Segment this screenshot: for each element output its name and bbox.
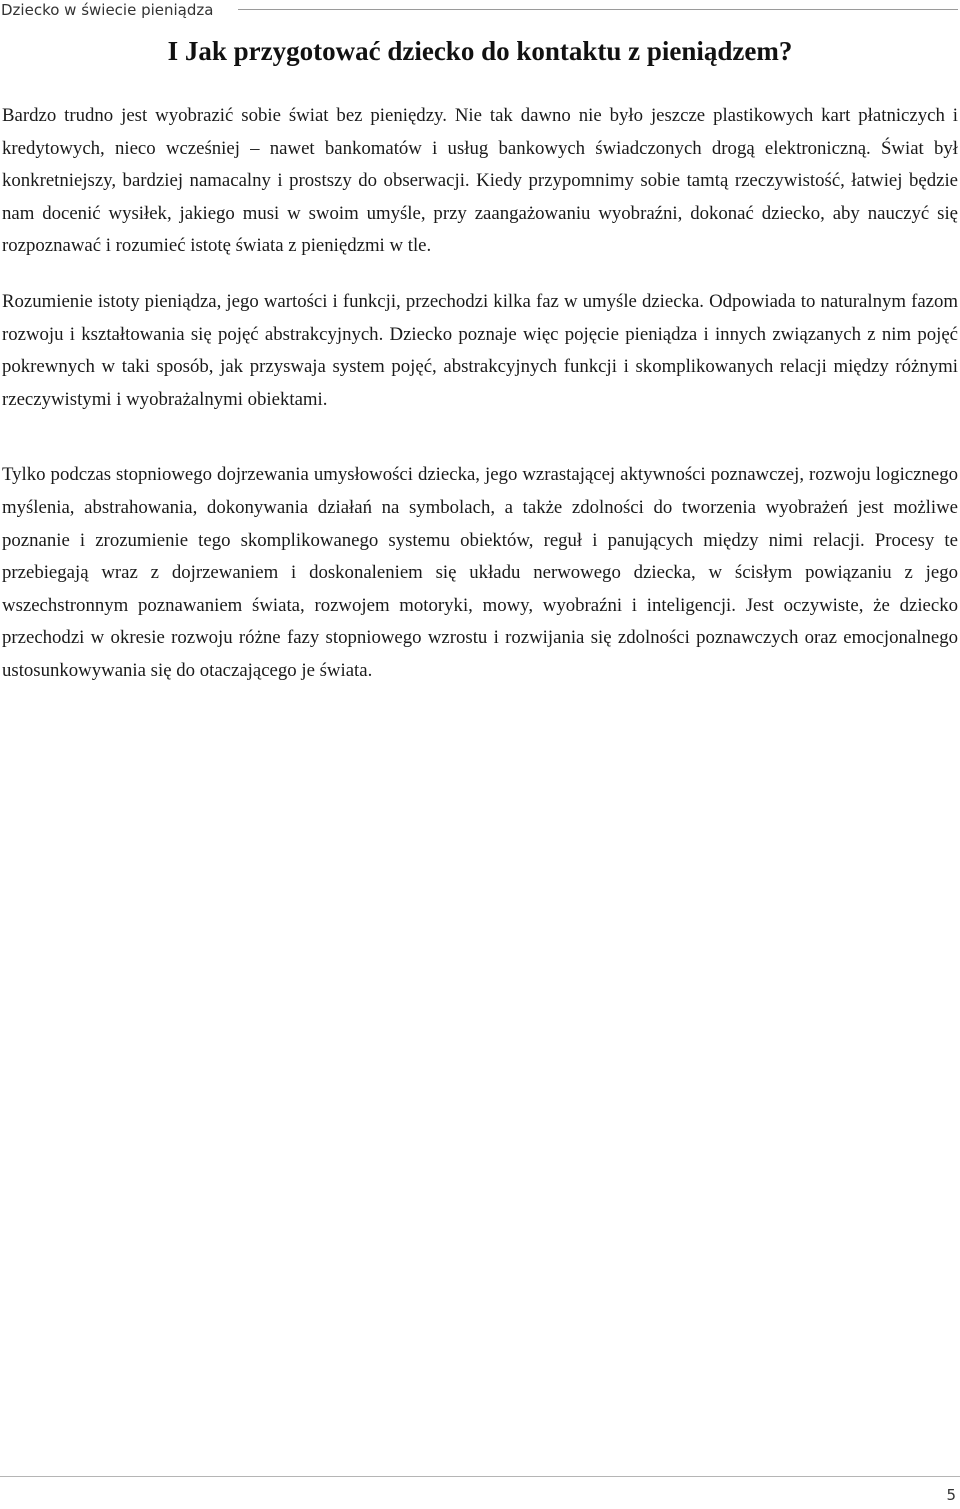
paragraph-2: Rozumienie istoty pieniądza, jego wartości i funkcji, przechodzi kilka faz w umyśle dziecka. Odpowiada to naturalnym fazom rozwoju i kształtowania się pojęć abstrakcyjnych. Dziecko poznaje więc pojęcie pieniądza i innych związanych z nim pojęć pokrewnych w taki sposób, jak przyswaja system pojęć, abstrakcyjnych funkcji i skomplikowanych relacji między różnymi rzeczywistymi i wyobrażalnymi obiektami. bbox=[2, 290, 958, 410]
running-header bbox=[0, 0, 960, 24]
page-number: 5 bbox=[946, 1486, 956, 1504]
paragraph-1: Bardzo trudno jest wyobrazić sobie świat bez pieniędzy. Nie tak dawno nie było jeszcze plastikowych kart płatniczych i kredytowych, nieco wcześniej – nawet bankomatów i usług bankowych świadczonych drogą elektroniczną. Świat był konkretniejszy, bardziej namacalny i prostszy do obserwacji. Kiedy przypomnimy sobie tamtą rzeczywistość, łatwiej będzie nam docenić wysiłek, jakiego musi w swoim umyśle, przy zaangażowaniu wyobraźni, dokonać dziecko, aby nauczyć się rozpoznawać i rozumieć istotę świata z pieniędzmi w tle. bbox=[2, 105, 958, 257]
header-rule bbox=[238, 9, 958, 10]
paragraph-3: Tylko podczas stopniowego dojrzewania umysłowości dziecka, jego wzrastającej aktywności poznawczej, rozwoju logicznego myślenia, abstrahowania, dokonywania działań na symbolach, a także zdolności do tworzenia wyobrażeń jest możliwe poznanie i zrozumienie tego skomplikowanego systemu obiektów, reguł i panujących między nimi relacji. Procesy te przebiegają wraz z dojrzewaniem i doskonaleniem się układu nerwowego dziecka, w ścisłym powiązaniu z jego wszechstronnym poznawaniem świata, rozwojem motoryki, mowy, wyobraźni i inteligencji. Jest oczywiste, że dziecko przechodzi w okresie rozwoju różne fazy stopniowego wzrostu i rozwijania się zdolności poznawczych oraz emocjonalnego ustosunkowywania się do otaczającego je świata. bbox=[2, 464, 958, 681]
body-text bbox=[2, 100, 958, 711]
footer-rule bbox=[0, 1476, 960, 1477]
running-header-title: Dziecko w świecie pieniądza bbox=[1, 0, 223, 20]
chapter-title: I Jak przygotować dziecko do kontaktu z pieniądzem? bbox=[167, 36, 793, 66]
